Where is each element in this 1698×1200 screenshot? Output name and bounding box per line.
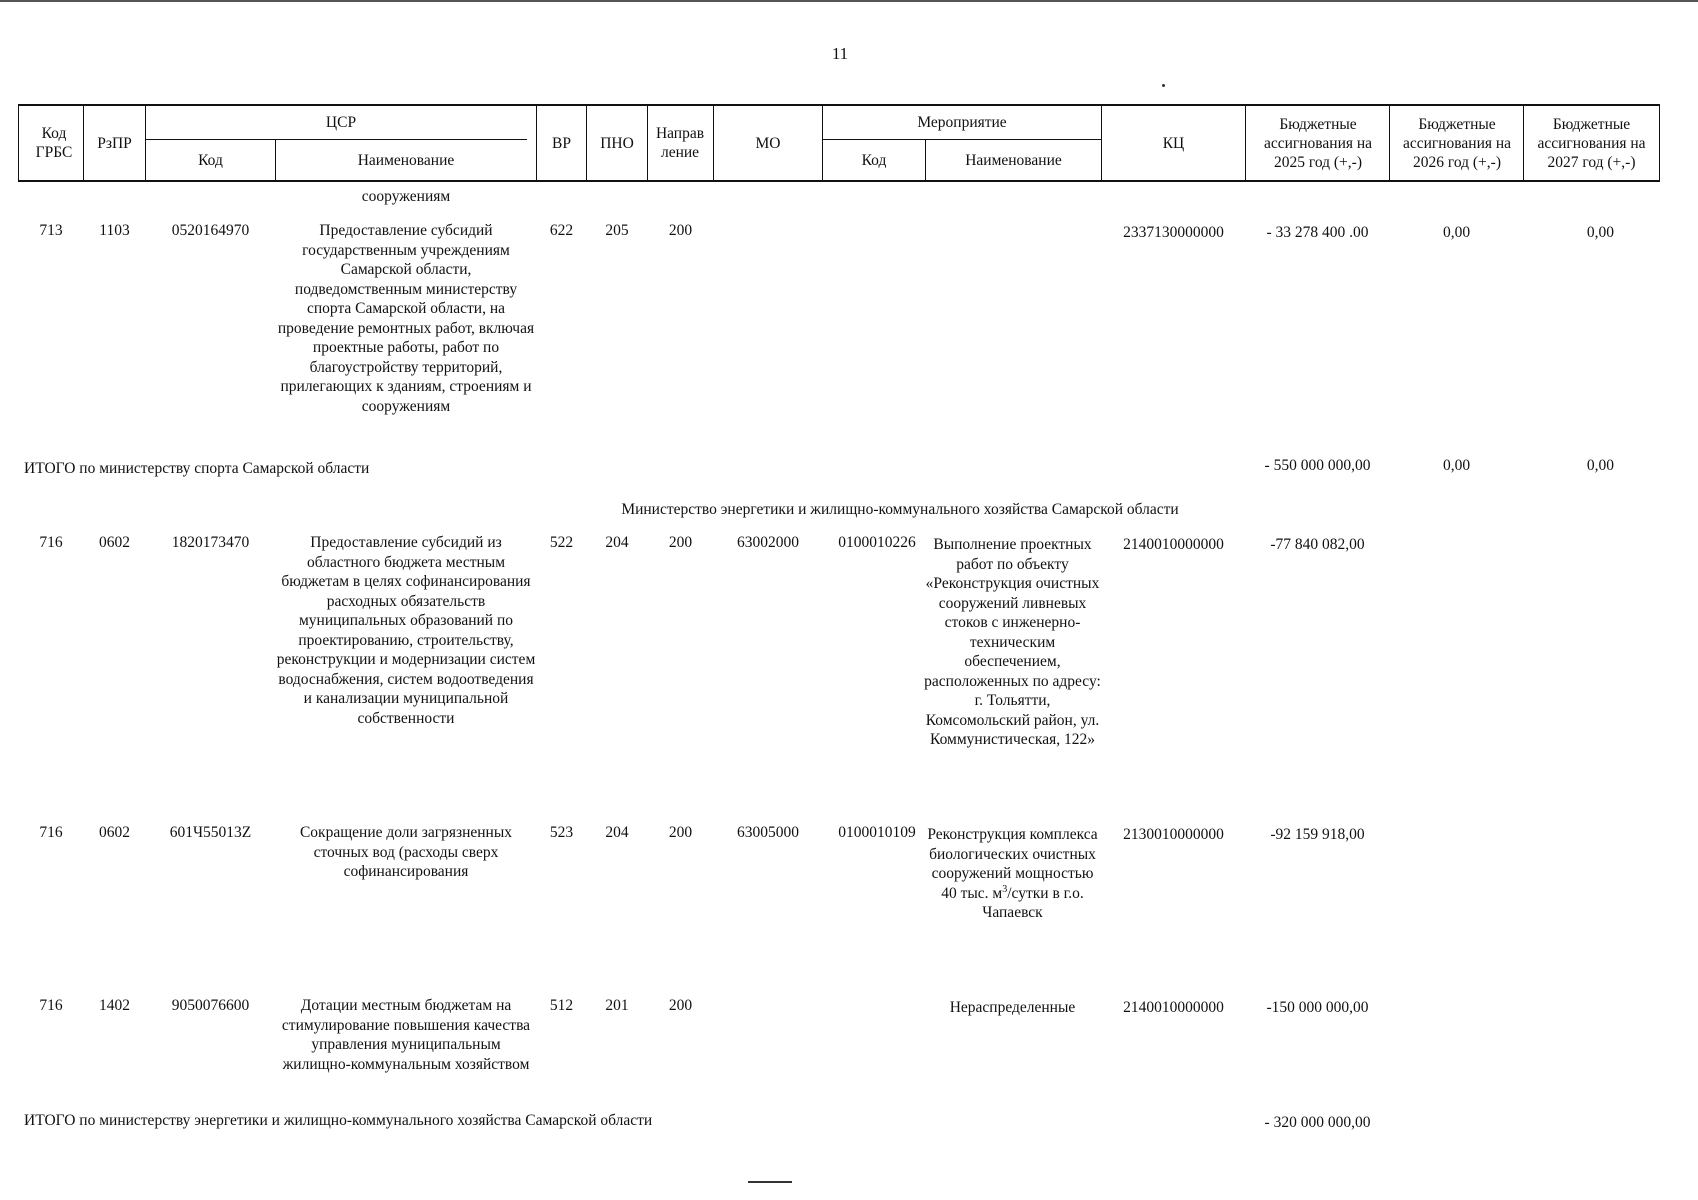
cell-kc: 2337130000000	[1123, 224, 1224, 241]
cell-csr: 0520164970	[171, 222, 250, 239]
header-napravlenie: Направ ление	[655, 125, 705, 161]
cell-csr: 9050076600	[171, 997, 250, 1014]
cell-mo: 63005000	[737, 824, 799, 841]
header-pno: ПНО	[600, 134, 634, 152]
superscript-3: 3	[1002, 883, 1008, 895]
cell-napravlenie: 200	[668, 534, 693, 551]
cell-rzpr: 0602	[99, 824, 130, 841]
cell-grbs: 716	[39, 534, 63, 551]
total-budget-2026: 0,00	[1442, 457, 1471, 474]
total-label: ИТОГО по министерству спорта Самарской области	[24, 460, 370, 477]
cell-csr: 601Ч55013Z	[169, 824, 252, 841]
header-budget-2025: Бюджетные ассигнования на 2025 год (+,-)	[1263, 115, 1373, 171]
cell-budget-2025: - 33 278 400 .00	[1266, 224, 1369, 241]
header-csr-name: Наименование	[357, 151, 455, 169]
cell-mer-kod: 0100010109	[838, 824, 916, 841]
cell-rzpr: 0602	[99, 534, 130, 551]
mer-name-text: Реконструкция комплекса биологических очистных сооружений мощностью 40 тыс. м	[927, 826, 1098, 902]
cell-vr: 523	[549, 824, 574, 841]
page-number: 11	[831, 44, 849, 63]
cell-vr: 622	[549, 222, 574, 239]
header-budget-2026: Бюджетные ассигнования на 2026 год (+,-)	[1402, 115, 1512, 171]
cell-mer-name: Нераспределенные	[949, 999, 1076, 1016]
cell-rzpr: 1402	[99, 997, 130, 1014]
continued-text: сооружениям	[361, 188, 451, 205]
cell-csr-name: Предоставление субсидий из областного бюджета местным бюджетам в целях софинансирования расходных обязательств муниципальных образований по проектированию, строительству, реконструкции и модернизации систем водоснабжения, систем водоотведения и канализации муниципальной собственности	[276, 534, 536, 727]
cell-mo: 63002000	[737, 534, 799, 551]
cell-csr-name: Дотации местным бюджетам на стимулирование повышения качества управления муниципальным жилищно-коммунальным хозяйством	[281, 997, 531, 1073]
cell-vr: 512	[549, 997, 574, 1014]
total-label: ИТОГО по министерству энергетики и жилищно-коммунального хозяйства Самарской области	[24, 1112, 653, 1129]
cell-mer-kod: 0100010226	[838, 534, 916, 551]
cell-mer-name: Выполнение проектных работ по объекту «Реконструкция очистных сооружений ливневых стоков с инженерно-техническим обеспечением, расположенных по адресу: г. Тольятти, Комсомольский район, ул. Коммунистическая, 122»	[924, 536, 1101, 748]
cell-csr: 1820173470	[171, 534, 250, 551]
header-mo: МО	[755, 134, 781, 152]
cell-vr: 522	[549, 534, 574, 551]
cell-grbs: 716	[39, 997, 63, 1014]
header-kod-grbs: Код ГРБС	[35, 125, 73, 161]
header-vr: ВР	[552, 134, 571, 152]
scan-dot	[1162, 84, 1165, 87]
header-budget-2027: Бюджетные ассигнования на 2027 год (+,-)	[1537, 115, 1646, 171]
section-heading: Министерство энергетики и жилищно-коммунального хозяйства Самарской области	[621, 501, 1179, 518]
scan-top-edge	[0, 0, 1698, 2]
header-mer-kod: Код	[861, 151, 887, 169]
cell-budget-2027: 0,00	[1586, 224, 1614, 241]
cell-budget-2025: -150 000 000,00	[1266, 999, 1369, 1016]
cell-budget-2026: 0,00	[1442, 224, 1471, 241]
cell-csr-name: Сокращение доли загрязненных сточных вод (расходы сверх софинансирования	[299, 824, 513, 880]
cell-pno: 204	[605, 534, 629, 551]
cell-mer-name	[924, 825, 1101, 923]
header-mer-name: Наименование	[965, 151, 1062, 169]
cell-rzpr: 1103	[99, 222, 130, 239]
cell-napravlenie: 200	[668, 222, 693, 239]
cell-budget-2025: -92 159 918,00	[1270, 826, 1365, 843]
cell-kc: 2140010000000	[1123, 536, 1224, 553]
cell-grbs: 713	[39, 222, 63, 239]
cell-napravlenie: 200	[668, 824, 693, 841]
total-budget-2025: - 550 000 000,00	[1264, 457, 1371, 474]
header-kc: КЦ	[1162, 134, 1185, 152]
cell-budget-2025: -77 840 082,00	[1270, 536, 1365, 553]
cell-csr-name: Предоставление субсидий государственным учреждениям Самарской области, подведомственным министерству спорта Самарской области, на проведение ремонтных работ, включая проектные работы, работ по благоустройству территорий, прилегающих к зданиям, строениям и сооружениям	[277, 222, 535, 415]
scan-dash	[748, 1181, 792, 1183]
total-budget-2027: 0,00	[1586, 457, 1614, 474]
header-csr-kod: Код	[198, 151, 223, 169]
cell-grbs: 716	[39, 824, 63, 841]
cell-pno: 201	[605, 997, 629, 1014]
header-meropriyatie: Мероприятие	[917, 114, 1007, 131]
cell-napravlenie: 200	[668, 997, 693, 1014]
header-rzpr: РзПР	[97, 134, 132, 152]
cell-kc: 2140010000000	[1123, 999, 1224, 1016]
cell-pno: 204	[605, 824, 629, 841]
cell-pno: 205	[605, 222, 629, 239]
cell-kc: 2130010000000	[1123, 826, 1224, 843]
mer-name-text-end: /сутки в г.о. Чапаевск	[982, 884, 1084, 921]
total-budget-2025: - 320 000 000,00	[1264, 1114, 1371, 1131]
header-csr: ЦСР	[325, 114, 357, 131]
